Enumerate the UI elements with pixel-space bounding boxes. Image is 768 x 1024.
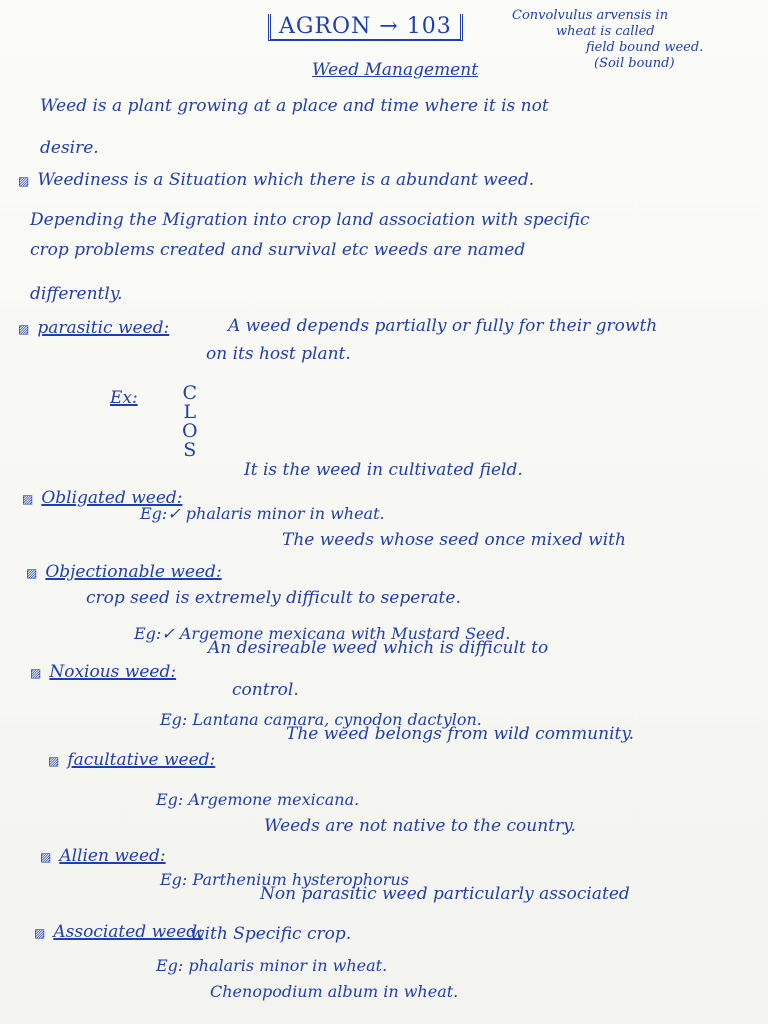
facultative-def: The weed belongs from wild community.	[286, 724, 635, 744]
associated-def-line-2: with Specific crop.	[190, 924, 352, 944]
noxious-term: ▨ Noxious weed:	[30, 662, 176, 682]
obligated-def: It is the weed in cultivated field.	[244, 460, 523, 480]
alien-def: Weeds are not native to the country.	[264, 816, 576, 836]
noxious-example: Eg: Lantana camara, cynodon dactylon.	[160, 710, 482, 729]
associated-term: ▨ Associated weed:	[34, 922, 203, 942]
section-heading: Weed Management	[312, 60, 479, 80]
depending-line-2: crop problems created and survival etc weeds are named	[30, 240, 526, 260]
side-note-line-4: (Soil bound)	[594, 56, 675, 71]
intro-line-2: desire.	[40, 138, 99, 158]
depending-line-3: differently.	[30, 284, 123, 304]
associated-def-line-1: Non parasitic weed particularly associated	[260, 884, 630, 904]
objectionable-def-line-1: The weeds whose seed once mixed with	[282, 530, 626, 550]
clos-letter: C	[182, 382, 198, 404]
side-note-line-2: wheat is called	[556, 24, 655, 39]
objectionable-example: Eg:✓ Argemone mexicana with Mustard Seed.	[134, 624, 511, 643]
alien-term: ▨ Allien weed:	[40, 846, 166, 866]
clos-letter: O	[182, 420, 198, 442]
parasitic-term: ▨ parasitic weed:	[18, 318, 169, 338]
intro-line-1: Weed is a plant growing at a place and time where it is not	[40, 96, 549, 116]
clos-letter: L	[183, 401, 197, 423]
side-note-line-1: Convolvulus arvensis in	[512, 8, 669, 23]
objectionable-def-line-2: crop seed is extremely difficult to seperate.	[86, 588, 461, 608]
objectionable-term: ▨ Objectionable weed:	[26, 562, 222, 582]
facultative-term: ▨ facultative weed:	[48, 750, 215, 770]
parasitic-def-line-1: A weed depends partially or fully for their growth	[228, 316, 658, 336]
associated-example-1: Eg: phalaris minor in wheat.	[156, 956, 388, 975]
page-title: AGRON → 103	[268, 14, 463, 41]
obligated-example: Eg:✓ phalaris minor in wheat.	[140, 504, 385, 523]
side-note-line-3: field bound weed.	[586, 40, 704, 55]
clos-letter: S	[183, 439, 197, 461]
noxious-def-line-1: An desireable weed which is difficult to	[208, 638, 549, 658]
clos-letters	[182, 384, 198, 460]
noxious-def-line-2: control.	[232, 680, 299, 700]
depending-line-1: Depending the Migration into crop land association with specific	[30, 210, 590, 230]
associated-example-2: Chenopodium album in wheat.	[210, 982, 459, 1001]
obligated-term: ▨ Obligated weed:	[22, 488, 183, 508]
example-label: Ex:	[110, 388, 138, 408]
weediness-definition: ▨ Weediness is a Situation which there is a abundant weed.	[18, 170, 534, 190]
alien-example: Eg: Parthenium hysterophorus	[160, 870, 409, 889]
parasitic-def-line-2: on its host plant.	[206, 344, 351, 364]
facultative-example: Eg: Argemone mexicana.	[156, 790, 360, 809]
